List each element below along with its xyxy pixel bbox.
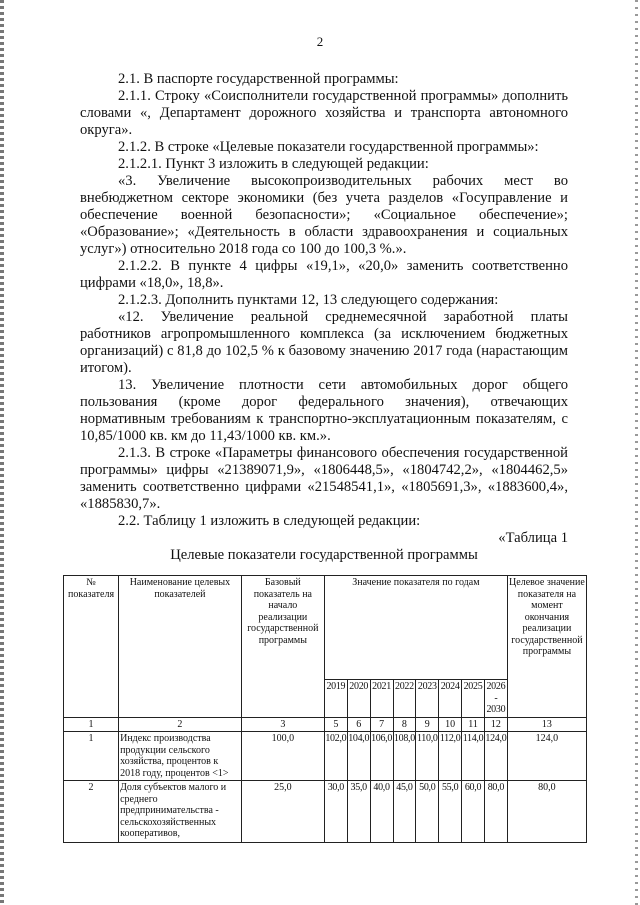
targets-table bbox=[63, 575, 587, 843]
page-number: 2 bbox=[316, 34, 324, 49]
scan-left-edge bbox=[0, 0, 4, 905]
row-value: 35,0 bbox=[347, 781, 370, 843]
table-row bbox=[64, 781, 587, 843]
year-2026-2030: 2026 - 2030 bbox=[484, 680, 507, 718]
col-number: 3 bbox=[241, 717, 324, 732]
row-value: 114,0 bbox=[462, 732, 485, 781]
document-body bbox=[80, 71, 568, 564]
row-num: 2 bbox=[64, 781, 119, 843]
year-2022: 2022 bbox=[393, 680, 416, 718]
table-row bbox=[64, 732, 587, 781]
row-value: 124,0 bbox=[484, 732, 507, 781]
row-base: 25,0 bbox=[241, 781, 324, 843]
col-number: 10 bbox=[439, 717, 462, 732]
paragraph-2-1-2-2: 2.1.2.2. В пункте 4 цифры «19,1», «20,0» заменить соответственно цифрами «18,0», 18,8». bbox=[80, 258, 568, 291]
header-by-year: Значение показателя по годам bbox=[324, 576, 507, 680]
paragraph-2-1-3: 2.1.3. В строке «Параметры финансового обеспечения государственной программы» цифры «21389071,9», «1806448,5», «1804742,2», «1804462,5» заменить соответственно цифрами «21548541,1», «1805691,3», «1883600,4», «1885830,7». bbox=[80, 445, 568, 512]
paragraph-2-1: 2.1. В паспорте государственной программы: bbox=[118, 71, 399, 87]
table-title: Целевые показатели государственной программы bbox=[170, 547, 478, 563]
row-value: 110,0 bbox=[416, 732, 439, 781]
year-2024: 2024 bbox=[439, 680, 462, 718]
year-2019: 2019 bbox=[324, 680, 347, 718]
row-name: Доля субъектов малого и среднего предпринимательства - сельскохозяйственных кооперативов, bbox=[119, 781, 242, 843]
col-number: 11 bbox=[462, 717, 485, 732]
paragraph-2-1-2: 2.1.2. В строке «Целевые показатели государственной программы»: bbox=[118, 139, 539, 155]
paragraph-2-2: 2.2. Таблицу 1 изложить в следующей редакции: bbox=[118, 513, 421, 529]
year-2025: 2025 bbox=[462, 680, 485, 718]
year-2020: 2020 bbox=[347, 680, 370, 718]
header-name: Наименование целевых показателей bbox=[119, 576, 242, 718]
col-number: 13 bbox=[507, 717, 586, 732]
row-value: 112,0 bbox=[439, 732, 462, 781]
col-number: 1 bbox=[64, 717, 119, 732]
paragraph-item-12: «12. Увеличение реальной среднемесячной заработной платы работников агропромышленного комплекса (за исключением бюджетных организаций) с 81,8 до 102,5 % к базовому значению 2017 года (нарастающим итогом). bbox=[80, 309, 568, 376]
col-number: 8 bbox=[393, 717, 416, 732]
column-number-row bbox=[64, 717, 587, 732]
row-target: 124,0 bbox=[507, 732, 586, 781]
paragraph-2-1-2-3: 2.1.2.3. Дополнить пунктами 12, 13 следующего содержания: bbox=[118, 292, 499, 308]
col-number: 5 bbox=[324, 717, 347, 732]
row-value: 45,0 bbox=[393, 781, 416, 843]
year-2023: 2023 bbox=[416, 680, 439, 718]
col-number: 9 bbox=[416, 717, 439, 732]
year-2021: 2021 bbox=[370, 680, 393, 718]
scan-right-edge bbox=[635, 0, 638, 905]
paragraph-2-1-2-1: 2.1.2.1. Пункт 3 изложить в следующей редакции: bbox=[118, 156, 429, 172]
row-value: 80,0 bbox=[484, 781, 507, 843]
row-base: 100,0 bbox=[241, 732, 324, 781]
row-value: 60,0 bbox=[462, 781, 485, 843]
row-value: 40,0 bbox=[370, 781, 393, 843]
col-number: 2 bbox=[119, 717, 242, 732]
row-name: Индекс производства продукции сельского хозяйства, процентов к 2018 году, процентов <1> bbox=[119, 732, 242, 781]
paragraph-item-3: «3. Увеличение высокопроизводительных рабочих мест во внебюджетном секторе экономики (без учета разделов «Госуправление и обеспечение военной безопасности»; «Социальное обеспечение»; «Образование»; «Деятельность в области здравоохранения и социальных услуг») относительно 2018 года со 100 до 100,3 %.». bbox=[80, 173, 568, 257]
header-num: № показателя bbox=[64, 576, 119, 718]
paragraph-item-13: 13. Увеличение плотности сети автомобильных дорог общего пользования (кроме дорог федерального значения), отвечающих нормативным требованиям к транспортно-эксплуатационным показателям, с 10,85/1000 кв. км до 11,43/1000 кв. км.». bbox=[80, 377, 568, 444]
row-value: 50,0 bbox=[416, 781, 439, 843]
row-value: 55,0 bbox=[439, 781, 462, 843]
header-target: Целевое значение показателя на момент окончания реализации государственной программы bbox=[507, 576, 586, 718]
row-value: 102,0 bbox=[324, 732, 347, 781]
row-target: 80,0 bbox=[507, 781, 586, 843]
row-num: 1 bbox=[64, 732, 119, 781]
row-value: 104,0 bbox=[347, 732, 370, 781]
paragraph-2-1-1: 2.1.1. Строку «Соисполнители государственной программы» дополнить словами «, Департамент дорожного хозяйства и транспорта автономного округа». bbox=[80, 88, 568, 138]
row-value: 30,0 bbox=[324, 781, 347, 843]
table-label: «Таблица 1 bbox=[498, 530, 568, 546]
col-number: 12 bbox=[484, 717, 507, 732]
col-number: 6 bbox=[347, 717, 370, 732]
header-base: Базовый показатель на начало реализации государственной программы bbox=[241, 576, 324, 718]
row-value: 106,0 bbox=[370, 732, 393, 781]
row-value: 108,0 bbox=[393, 732, 416, 781]
col-number: 7 bbox=[370, 717, 393, 732]
